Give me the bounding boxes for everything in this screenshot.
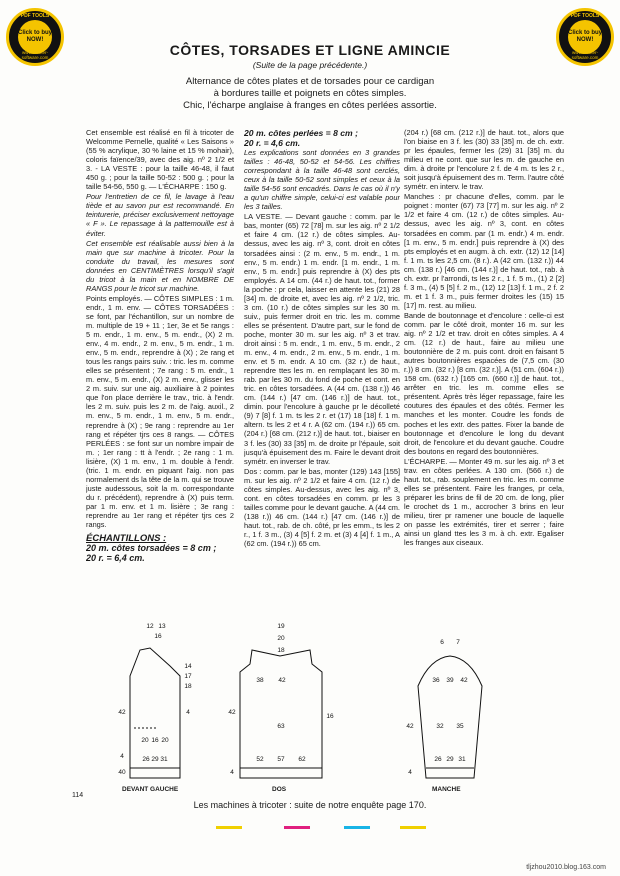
text-column-1: [86, 128, 234, 648]
dim-label: 63: [277, 723, 285, 730]
dim-label: 26: [142, 756, 150, 763]
gauge-line: 20 m. côtes torsadées = 8 cm ;: [86, 543, 217, 554]
dim-label: 16: [326, 713, 334, 720]
badge-site-text: www.tracker-software.com: [571, 50, 599, 60]
dim-label: 4: [120, 753, 124, 760]
sleeve-label: MANCHE: [432, 786, 461, 793]
gauge-title: ÉCHANTILLONS :: [86, 533, 167, 545]
dim-label: 42: [278, 677, 286, 684]
dim-label: 52: [256, 756, 264, 763]
badge-ring-text: PDF TOOLS: [570, 13, 600, 19]
front-label: DEVANT GAUCHE: [122, 786, 179, 793]
dim-label: 38: [256, 677, 264, 684]
dim-label: 16: [154, 633, 162, 640]
dim-label: 19: [277, 623, 285, 630]
page-number: 114: [72, 792, 84, 799]
page-subtitle: (Suite de la page précédente.): [252, 60, 368, 70]
badge-site-text: www.tracker-software.com: [21, 50, 49, 60]
dim-label: 20: [141, 737, 149, 744]
dim-label: 39: [446, 677, 454, 684]
dim-label: 14: [184, 663, 192, 670]
dim-label: 31: [160, 756, 168, 763]
print-mark-cyan: [344, 826, 370, 829]
dim-label: 42: [118, 709, 126, 716]
gauge-line: 20 r. = 4,6 cm.: [244, 138, 301, 148]
print-mark-magenta: [284, 826, 310, 829]
dim-label: 20: [161, 737, 169, 744]
button-band-paragraph: Bande de boutonnage et d'encolure : celle-ci est comm. par le côté droit, monter 16 m. sur les aig. nº 2 1/2 et trav. droit en côtes simples. A 4 cm. (12 r.) de haut., faire au milieu une boutonnière de 2 m. puis cont. droit en faisant 5 autres boutonnières espacées de (7,5 cm. (30 r.)) 8 cm. (32 r.) [8 cm. (32 r.)]. A (51 cm. (604 r.)) 158 cm. (632 r.) [165 cm. (660 r.)] de haut. tot., arrêter en tric. les m. comme elles se présentent. Après très léger repassage, faire les coutures des épaules et des côtés. Fermer les manches et les monter. Coudre les fonds de poches et les extr. des pattes. Fixer la bande de boutonnage et d'encolure le long du devant droit, de l'encolure et du devant gauche. Coudre des boutons en regard des boutonnières.: [404, 310, 564, 456]
dim-label: 35: [456, 723, 464, 730]
dim-label: 4: [230, 769, 234, 776]
gauge-line: 20 m. côtes perlées = 8 cm ;: [244, 128, 358, 138]
intro: [140, 76, 480, 112]
badge-ring-text: PDF TOOLS: [20, 13, 50, 19]
sizes-paragraph: Les explications sont données en 3 grandes tailles : 46-48, 50-52 et 54-56. Les chiffres correspondant à la taille 46-48 sont cerclés, ceux à la taille 50-52 sont simples et ceux à la taille 54-56 sont encadrés. Dans le cas où il n'y a qu'un chiffre simple, celui-ci est valable pour les 3 tailles.: [244, 148, 400, 212]
page-title: CÔTES, TORSADES ET LIGNE AMINCIE: [169, 42, 451, 58]
dim-label: 26: [434, 756, 442, 763]
footer-note: Les machines à tricoter : suite de notre enquête page 170.: [193, 800, 427, 810]
scarf-paragraph: L'ÉCHARPE. — Monter 49 m. sur les aig. nº 3 et trav. en côtes perlées. A 130 cm. (566 r.) de haut. tot., rab. souplement en tric. les m. comme elles se présentent. Faire les franges, pr cela, préparer les brins de fil de 20 cm. de long, plier le crochet ds 1 m., accrocher 3 brins en leur milieu, tirer pr ramener une boucle de laquelle on passe les extrémités, tirer et serrer ; faire ainsi un gland ttes les 3 m. à ch. extr. Egaliser les franges aux ciseaux.: [404, 456, 564, 548]
dim-label: 29: [151, 756, 159, 763]
dim-label: 40: [118, 769, 126, 776]
pattern-diagrams: [100, 618, 520, 796]
back-label: DOS: [272, 786, 287, 793]
dim-label: 62: [298, 756, 306, 763]
dim-label: 36: [432, 677, 440, 684]
materials-paragraph: Cet ensemble est réalisé en fil à tricoter de Welcomme Pernelle, qualité « Les Saisons » (55 % acrylique, 30 % laine et 15 % mohair), coloris faïence/39, avec des aig. nº 2 1/2 et 3. - LA VESTE : pour la taille 46-48, il faut 450 g. ; pour la taille 50-52 : 500 g. ; pour la taille 54-56, 550 g. — L'ÉCHARPE : 150 g.: [86, 128, 234, 192]
sleeves-paragraph: Manches : pr chacune d'elles, comm. par le poignet : monter (67) 73 [77] m. sur les aig. nº 2 1/2 et faire 4 cm. (12 r.) de côtes simples. Au-dessus, avec les aig. nº 3, cont. en côtes torsadées en comm. par (1 m. endr.) 4 m. endr. [1 m. env., 5 m. endr.] puis reprendre à (X) des pts employés et en augm. à ch. extr. (12) 12 [14] f. 1 m. ts les 2,5 cm. (8 r.). A (42 cm. (132 r.)) 44 cm. (138 r.) [46 cm. (144 r.)] de haut. tot., rab. à ch. extr. pr l'arrondi, ts les 2 r., 1 f. 5 m., (1) 2 [2] f. 3 m., (4) 5 [5] f. 2 m., (12) 12 [13] f. 1 m., 2 f. 2 m. et 1 f. 3 m., puis fermer droites les (15) 15 [17] m. rest. au milieu.: [404, 192, 564, 310]
intro-line: Chic, l'écharpe anglaise à franges en côtes perlées assortie.: [183, 100, 437, 111]
schematic-svg: [100, 618, 520, 796]
gauge-line: 20 r. = 6,4 cm.: [86, 553, 145, 564]
dim-label: 4: [186, 709, 190, 716]
dim-label: 42: [406, 723, 414, 730]
print-mark-yellow: [216, 826, 242, 829]
print-mark-yellow: [400, 826, 426, 829]
dim-label: 20: [277, 635, 285, 642]
dim-label: 29: [446, 756, 454, 763]
back-continued-paragraph: (204 r.) [68 cm. (212 r.)] de haut. tot., alors que l'on biaise en 3 f. les (30) 33 [35] m. de ch. extr. pr les épaules, fermer les (29) 31 [35] m. du milieu et ne cont. que sur les m. de gauche en dim. à droite pr l'encolure 2 f. de 4 m. ts les 2 r., soit jusqu'à épuisement des m. Term. l'autre côté symétr. en interv. le trav.: [404, 128, 564, 192]
dim-label: 18: [184, 683, 192, 690]
dim-label: 17: [184, 673, 192, 680]
dim-label: 16: [151, 737, 159, 744]
dim-label: 4: [408, 769, 412, 776]
intro-line: à bordures taille et poignets en côtes simples.: [213, 88, 407, 99]
badge-buy-text: Click to buy NOW!: [18, 20, 52, 54]
dim-label: 57: [277, 756, 285, 763]
care-paragraph: Pour l'entretien de ce fil, le lavage à l'eau tiède et au savon pur est recommandé. En teinturerie, préciser exclusivement nettoyage « F ». Le repassage à la pattemouille est à éviter.: [86, 192, 234, 238]
text-column-3: [404, 128, 564, 606]
dim-label: 18: [277, 647, 285, 654]
dim-label: 12: [146, 623, 154, 630]
left-front-paragraph: LA VESTE. — Devant gauche : comm. par le bas, monter (65) 72 [78] m. sur les aig. nº 2 1/2 et faire 4 cm. (12 r.) de côtes simples. Au-dessus, avec les aig. nº 3, cont. droit en côtes torsadées ainsi : (2 m. env., 5 m. endr., 1 m. env., 5 m. endr.) 1 m. endr. [1 m. endr., 1 m. env., 5 m. endr.] puis reprendre à (X) des pts employés. A 14 cm. (44 r.) de haut. tot., former la poche : pr cela, laisser en attente les (21) 28 [34] m. de droite et, avec les aig. nº 2 1/2, tric. 3 cm. (10 r.) de côtes simples sur les 30 m. suiv., puis fermer droit en tric. les m. comme elles se présentent. D'autre part, sur le fond de poche, monter 30 m. sur les aig. nº 3 et trav. droit ainsi : 5 m. endr., 1 m. env., 5 m. endr., 2 m. env., 4 m. endr., 2 m. env., 5 m. endr., 1 m. env. et 5 m. endr. A 10 cm. (32 r.) de haut., reprendre ttes les m. en remplaçant les 30 m. rab. par les 30 m. du fond de poche et cont. en tric. en côtes torsadées. A (44 cm. (138 r.)) 46 cm. (144 r.) [47 cm. (146 r.)] de haut. tot., dimin. pour l'encolure à gauche pr le décolleté (9) 7 [8] f. 1 m. ts les 2 r. et (17) 18 [18] f. 1 m. altern. ts les 2 et 4 r. A (62 cm. (194 r.)) 65 cm. (204 r.) [68 cm. (212 r.)] de haut. tot., biaiser en 3 f. les (30) 33 [35] m. de droite pr l'épaule, soit jusqu'à épuisement des m. Faire le devant droit symétr. en inverser le trav.: [244, 212, 400, 466]
stitches-paragraph: Points employés. — CÔTES SIMPLES : 1 m. endr., 1 m. env. — CÔTES TORSADÉES : se font, par l'échantillon, sur un nombre de m. multiple de 19 + 11 ; 1er, 3e et 5e rangs : 5 m. endr., 1 m. env., 5 m. endr., (X) 2 m. env., 4 m. endr., 2 m. env., 5 m. endr., 1 m. env., 5 m. endr., reprendre à (X) ; 2e rang et tous les rangs pairs suiv. : tric. les m. comme elles se présentent ; 7e rang : 5 m. endr., 1 m. env., 5 m. endr., (X) 2 m. env., glisser les 2 m. suiv. sur une aig. auxiliaire à 2 pointes que l'on place derrière le trav., tric. à l'endr. les 2 m. suiv. puis les 2 m. de l'aig. auxil., 2 m. env., 5 m. endr., 1 m. env., 5 m. endr., reprendre à (X) ; 9e rang : reprendre au 1er rang et répéter tjrs ces 8 rangs. — CÔTES PERLÉES : se font sur un nombre impair de m. ; 1er rang : tt à l'endr. ; 2e rang : 1 m. lisière, (X) 1 m. env., 1 m. double à l'endr. (tric. 1 m. endr. en piquant l'aig. non pas normalement ds la tête de la m. qui se trouve juste audessous, soit la m. correspondante du r. précédent), reprendre à (X) puis term. par 1 m. env. et 1 m. lisière ; 3e rang : reprendre au 1er rang et répéter tjrs ces 2 rangs.: [86, 293, 234, 530]
dim-label: 6: [440, 639, 444, 646]
dim-label: 7: [456, 639, 460, 646]
watermark: tljzhou2010.blog.163.com: [526, 864, 606, 871]
badge-buy-text: Click to buy NOW!: [568, 20, 602, 54]
dim-label: 42: [228, 709, 236, 716]
machine-paragraph: Cet ensemble est réalisable aussi bien à la main que sur machine à tricoter. Pour la conduite du travail, les mesures sont données en CENTIMÈTRES lorsqu'il s'agit du tricot à la main et en NOMBRE DE RANGS pour le tricot sur machine.: [86, 238, 234, 293]
dim-label: 31: [458, 756, 466, 763]
dim-label: 13: [158, 623, 166, 630]
text-column-2: [244, 128, 400, 610]
back-paragraph: Dos : comm. par le bas, monter (129) 143 [155] m. sur les aig. nº 2 1/2 et faire 4 cm. (12 r.) de côtes simples. Au-dessus, avec les aig. nº 3, cont. en côtes torsadées en comm. pr les 3 tailles comme pour le devant gauche. A (44 cm. (138 r.)) 46 cm. (144 r.) [47 cm. (146 r.)] de haut. tot., rab. de ch. côté, pr les emm., ts les 2 r., 1 f. 3 m., (3) 4 [5] f. 2 m. et (3) 4 [4] f. 1 m., A (62 cm. (194 r.)) 65 cm.: [244, 466, 400, 549]
dim-label: 42: [460, 677, 468, 684]
intro-line: Alternance de côtes plates et de torsades pour ce cardigan: [185, 76, 435, 87]
dim-label: 32: [436, 723, 444, 730]
